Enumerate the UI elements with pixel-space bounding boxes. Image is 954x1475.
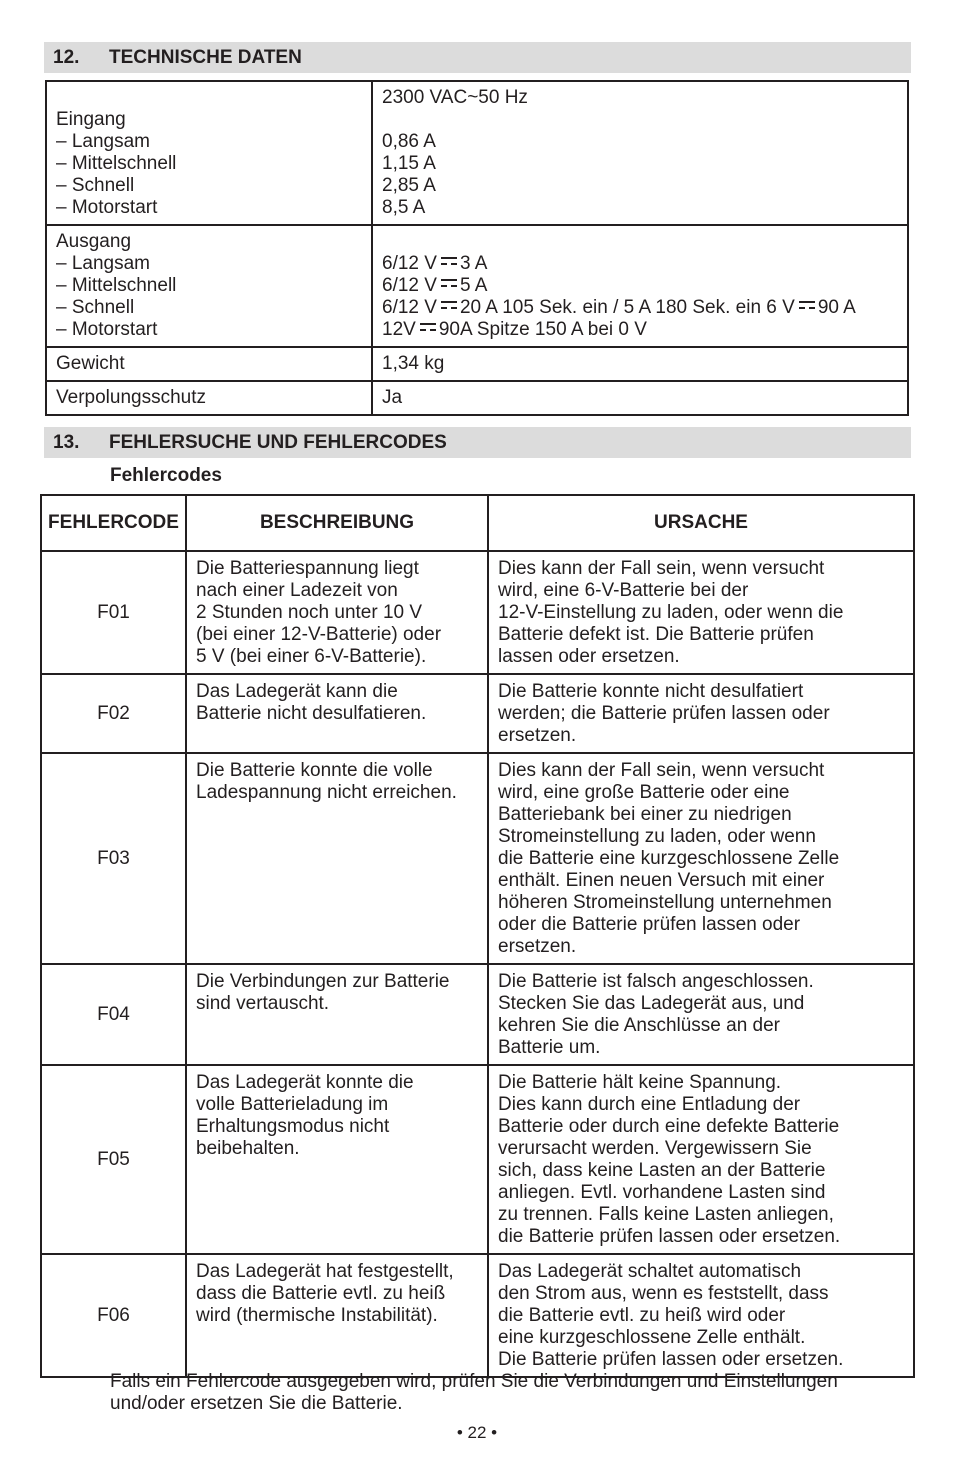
text-line: Die Batterie hält keine Spannung. [498,1072,782,1093]
text-line: Das Ladegerät hat festgestellt, [196,1261,454,1282]
output-value-text: 6/12 V [382,275,437,296]
spec-row-input [46,81,908,225]
text-line: Batterie defekt ist. Die Batterie prüfen [498,624,814,645]
text-line: werden; die Batterie prüfen lassen oder [498,703,830,724]
text-line: Batterie nicht desulfatieren. [196,703,427,724]
spec-input-value [372,81,908,225]
text-line: Stecken Sie das Ladegerät aus, und [498,993,805,1014]
text-line: die Batterie eine kurzgeschlossene Zelle [498,848,840,869]
text-line: Die Verbindungen zur Batterie [196,971,450,992]
text-line: den Strom aus, wenn es feststellt, dass [498,1283,829,1304]
text-line: Die Batterie konnte die volle [196,760,433,781]
text-line: – Schnell [56,297,135,318]
text-line: – Langsam [56,131,151,152]
text-line: Die Batterie ist falsch angeschlossen. [498,971,814,992]
text-line: 2,85 A [382,175,436,196]
text-line: – Mittelschnell [56,153,177,174]
error-cause-cell [488,1065,914,1254]
text-line: – Langsam [56,253,151,274]
spec-row-output [46,225,908,347]
text-line: eine kurzgeschlossene Zelle enthält. [498,1327,806,1348]
text-line: Ausgang [56,231,132,252]
text-line: die Batterie prüfen lassen oder ersetzen. [498,1226,841,1247]
text-line: – Mittelschnell [56,275,177,296]
error-description-cell [186,551,488,674]
output-value-text: 5 A [459,275,488,296]
text-line: die Batterie evtl. zu heiß wird oder [498,1305,786,1326]
text-line: oder die Batterie prüfen lassen oder [498,914,801,935]
dc-current-icon [441,279,457,288]
section-13-number: 13. [53,432,80,453]
spec-weight-value: 1,34 kg [372,347,908,381]
text-line: 2300 VAC~50 Hz [382,87,528,108]
page-number: • 22 • [456,1423,498,1442]
header-cause: URSACHE [488,495,914,551]
text-line: Stromeinstellung zu laden, oder wenn [498,826,816,847]
error-code-cell: F05 [41,1065,186,1254]
error-row [41,1065,914,1254]
text-line: kehren Sie die Anschlüsse an der [498,1015,781,1036]
error-code-cell: F03 [41,753,186,964]
text-line [382,109,898,131]
dc-current-icon [799,301,815,310]
text-line: – Motorstart [56,197,158,218]
error-description-cell [186,674,488,753]
error-cause-cell [488,1254,914,1377]
output-value-line [382,275,898,297]
text-line: – Schnell [56,175,135,196]
text-line: zu trennen. Falls keine Lasten anliegen, [498,1204,834,1225]
text-line: sich, dass keine Lasten an der Batterie [498,1160,826,1181]
text-line: Die Batterie konnte nicht desulfatiert [498,681,804,702]
error-table-header-row [41,495,914,551]
text-line: sind vertauscht. [196,993,330,1014]
error-cause-cell [488,674,914,753]
text-line: verursacht werden. Vergewissern Sie [498,1138,812,1159]
text-line: anliegen. Evtl. vorhandene Lasten sind [498,1182,826,1203]
error-description-cell [186,1065,488,1254]
error-row [41,551,914,674]
section-13-header [44,427,911,458]
spec-row-reverse-polarity [46,381,908,415]
error-code-cell: F04 [41,964,186,1065]
section-12-number: 12. [53,47,80,68]
text-line: ersetzen. [498,936,577,957]
text-line: Das Ladegerät schaltet automatisch [498,1261,802,1282]
error-row [41,674,914,753]
error-description-cell [186,964,488,1065]
error-cause-cell [488,551,914,674]
text-line [56,87,362,109]
error-cause-cell [488,753,914,964]
dc-current-icon [441,301,457,310]
text-line: Dies kann der Fall sein, wenn versucht [498,760,825,781]
error-row [41,964,914,1065]
text-line: wird, eine große Batterie oder eine [498,782,790,803]
error-code-cell: F01 [41,551,186,674]
spec-reverse-label: Verpolungsschutz [46,381,372,415]
spec-output-label [46,225,372,347]
text-line: (bei einer 12-V-Batterie) oder [196,624,442,645]
text-line: Dies kann der Fall sein, wenn versucht [498,558,825,579]
text-line: 5 V (bei einer 6-V-Batterie). [196,646,427,667]
spec-output-value [372,225,908,347]
error-description-cell [186,753,488,964]
text-line: volle Batterieladung im [196,1094,389,1115]
text-line: wird, eine 6-V-Batterie bei der [498,580,749,601]
output-value-text: 90 A [817,297,856,318]
output-value-line [382,319,898,341]
text-line: dass die Batterie evtl. zu heiß [196,1283,446,1304]
output-value-text: 6/12 V [382,297,437,318]
error-codes-subheading: Fehlercodes [110,465,222,486]
header-error-code: FEHLERCODE [41,495,186,551]
text-line: Batteriebank bei einer zu niedrigen [498,804,792,825]
text-line: Das Ladegerät konnte die [196,1072,414,1093]
text-line: lassen oder ersetzen. [498,646,680,667]
error-row [41,753,914,964]
error-code-cell: F02 [41,674,186,753]
footnote: Falls ein Fehlercode ausgegeben wird, prüfen Sie die Verbindungen und Einstellungen und/oder ersetzen Sie die Batterie. [110,1371,838,1414]
section-12-title: TECHNISCHE DATEN [109,47,302,68]
text-line: Das Ladegerät kann die [196,681,398,702]
output-value-line [382,297,898,319]
spec-row-weight [46,347,908,381]
text-line: Dies kann durch eine Entladung der [498,1094,801,1115]
error-cause-cell [488,964,914,1065]
text-line: 0,86 A [382,131,436,152]
technical-data-table [45,80,909,416]
output-value-line [382,253,898,275]
text-line: beibehalten. [196,1138,300,1159]
text-line: ersetzen. [498,725,577,746]
error-code-cell: F06 [41,1254,186,1377]
text-line: höheren Stromeinstellung unternehmen [498,892,832,913]
text-line: Die Batterie prüfen lassen oder ersetzen. [498,1349,844,1370]
error-row [41,1254,914,1377]
spec-weight-label: Gewicht [46,347,372,381]
section-12-header [44,42,911,73]
error-description-cell [186,1254,488,1377]
dc-current-icon [441,257,457,266]
text-line: Die Batteriespannung liegt [196,558,419,579]
text-line: 8,5 A [382,197,426,218]
text-line: Batterie um. [498,1037,601,1058]
output-value-text: 90A Spitze 150 A bei 0 V [438,319,647,340]
text-line: enthält. Einen neuen Versuch mit einer [498,870,825,891]
text-line: Eingang [56,109,126,130]
output-value-text: 12V [382,319,416,340]
output-value-text: 3 A [459,253,488,274]
header-description: BESCHREIBUNG [186,495,488,551]
text-line: Erhaltungsmodus nicht [196,1116,390,1137]
output-value-line [382,231,898,253]
output-value-text: 20 A 105 Sek. ein / 5 A 180 Sek. ein 6 V [459,297,795,318]
section-13-title: FEHLERSUCHE UND FEHLERCODES [109,432,447,453]
error-codes-table [40,494,915,1378]
spec-input-label [46,81,372,225]
text-line: wird (thermische Instabilität). [196,1305,438,1326]
text-line: 2 Stunden noch unter 10 V [196,602,423,623]
output-value-text: 6/12 V [382,253,437,274]
text-line: 1,15 A [382,153,436,174]
dc-current-icon [420,323,436,332]
text-line: – Motorstart [56,319,158,340]
text-line: Batterie oder durch eine defekte Batterie [498,1116,840,1137]
text-line: nach einer Ladezeit von [196,580,398,601]
text-line: 12-V-Einstellung zu laden, oder wenn die [498,602,844,623]
spec-reverse-value: Ja [372,381,908,415]
text-line: Ladespannung nicht erreichen. [196,782,457,803]
